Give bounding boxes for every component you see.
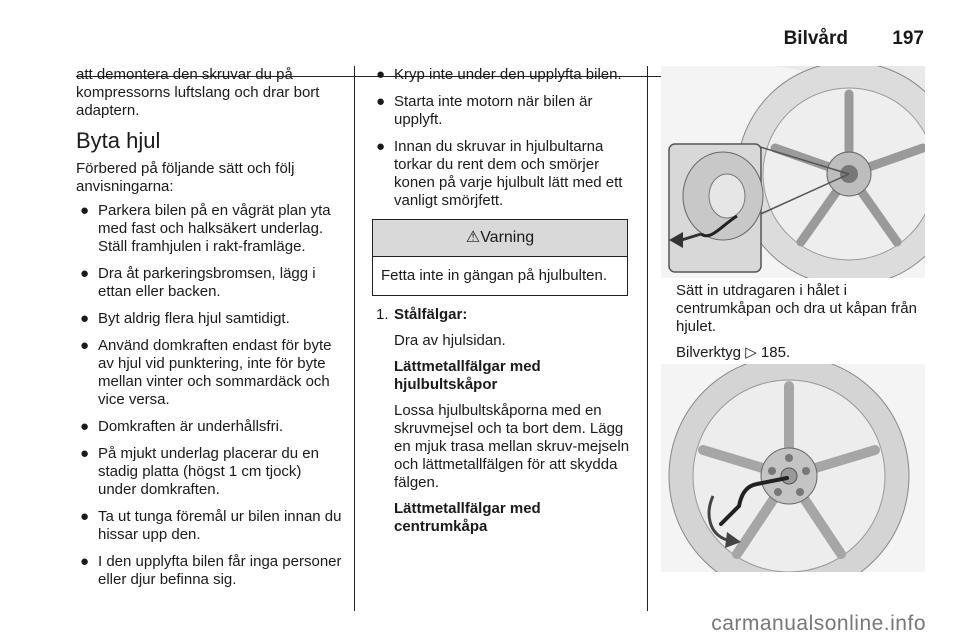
list-item: ● Domkraften är underhållsfri. [80,418,284,435]
warning-box [372,219,628,296]
page-reference: Bilverktyg ▷ 185. [676,344,791,361]
list-item: ● Ta ut tunga föremål ur bilen innan du hissar upp den. [80,508,342,543]
list-item: ● Kryp inte under den upplyfta bilen. [376,66,622,83]
subheading: Lättmetallfälgar med hjulbultskåpor [394,358,541,393]
warning-text: Fetta inte in gängan på hjulbulten. [381,267,608,284]
figure-caption: Sätt in utdragaren i hålet i centrumkåpan och dra ut kåpan från hjulet. [676,282,917,335]
hubcap-removal-illustration [661,66,925,278]
bullet-icon: ● [80,553,90,570]
list-item: ● Använd domkraften endast för byte av hjul vid punktering, inte för byte mellan vinter och sommardäck och vice versa. [80,337,332,408]
numbered-step [372,306,634,536]
list-item: ● Dra åt parkeringsbromsen, lägg i ettan eller backen. [80,265,316,300]
section-heading: Byta hjul [76,128,161,153]
intro-text: att demontera den skruvar du på kompressorns luftslang och drar bort adaptern. [76,66,320,119]
step-text: Dra av hjulsidan. [394,332,506,349]
bullet-icon: ● [80,445,90,462]
list-item: ● Byt aldrig flera hjul samtidigt. [80,310,290,327]
list-item: ● Parkera bilen på en vågrät plan yta med fast och halksäkert underlag. Ställ framhjulen i rakt-framläge. [80,202,331,255]
safety-list [372,66,634,210]
column-2 [372,66,634,536]
warning-header [373,220,627,257]
column-divider-1 [354,66,355,611]
list-item: ● Starta inte motorn när bilen är upplyft. [376,93,593,128]
lead-text: Förbered på följande sätt och följ anvisningarna: [76,160,295,195]
bullet-icon: ● [376,66,386,83]
warning-title: Varning [480,229,535,246]
preparation-list [76,202,342,589]
bullet-icon: ● [80,202,90,219]
bullet-icon: ● [80,337,90,354]
page-number: 197 [892,28,924,49]
section-title: Bilvård [783,28,848,49]
subheading: Lättmetallfälgar med centrumkåpa [394,500,541,535]
column-3-text [676,282,926,362]
bullet-icon: ● [80,310,90,327]
page-header [0,26,960,56]
bullet-icon: ● [376,93,386,110]
step-text: Lossa hjulbultskåporna med en skruvmejsel och ta bort dem. Lägg en mjuk trasa mellan skruv-mejseln och lättmetallfälgen för att skydda fälgen. [394,402,630,491]
watermark: carmanualsonline.info [711,612,926,635]
step-title: Stålfälgar: [394,306,468,323]
bullet-icon: ● [80,265,90,282]
column-divider-2 [647,66,648,611]
list-item: ● Innan du skruvar in hjulbultarna torkar du rent dem och smörjer konen på varje hjulbult lätt med ett vanligt smörjfett. [376,138,623,209]
bullet-icon: ● [376,138,386,155]
list-item: ● I den upplyfta bilen får inga personer eller djur befinna sig. [80,553,342,588]
page-reference-arrow-icon: ▷ [745,344,757,361]
wheel-illustration [661,364,925,572]
column-1 [76,66,342,598]
list-item: ● På mjukt underlag placerar du en stadig platta (högst 1 cm tjock) under domkraften. [80,445,319,498]
step-number: 1. [376,306,389,323]
bullet-icon: ● [80,418,90,435]
bullet-icon: ● [80,508,90,525]
warning-triangle-icon: ⚠ [465,229,481,246]
